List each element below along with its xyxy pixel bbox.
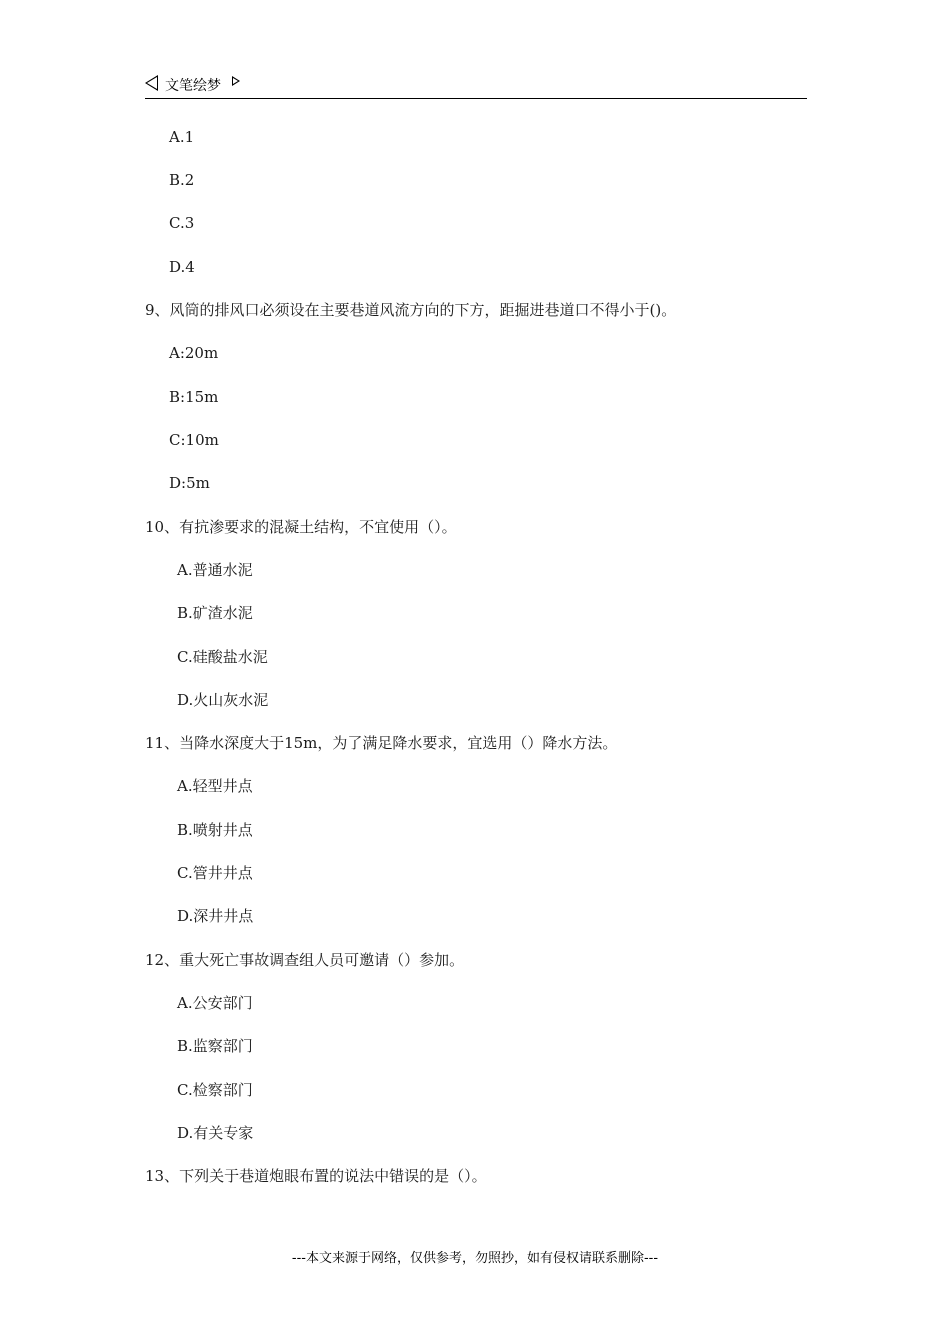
- option-8c: C.3: [169, 214, 195, 232]
- left-triangle-icon: [145, 75, 158, 91]
- option-9d: D:5m: [169, 474, 210, 492]
- option-12b: B.监察部门: [177, 1037, 253, 1055]
- option-11a: A.轻型井点: [177, 777, 253, 795]
- option-11b: B.喷射井点: [177, 821, 253, 839]
- question-11: 11、当降水深度大于15m，为了满足降水要求，宜选用（）降水方法。: [145, 734, 618, 752]
- option-10c: C.硅酸盐水泥: [177, 648, 268, 666]
- option-8b: B.2: [169, 171, 195, 189]
- question-12: 12、重大死亡事故调查组人员可邀请（）参加。: [145, 951, 465, 969]
- option-12a: A.公安部门: [177, 994, 253, 1012]
- page-footer: ---本文来源于网络，仅供参考，勿照抄，如有侵权请联系删除---: [291, 1251, 659, 1266]
- option-9b: B:15m: [169, 388, 219, 406]
- option-11c: C.管井井点: [177, 864, 253, 882]
- question-9: 9、风筒的排风口必须设在主要巷道风流方向的下方，距掘进巷道口不得小于()。: [145, 301, 677, 319]
- option-10d: D.火山灰水泥: [177, 691, 269, 709]
- option-12c: C.检察部门: [177, 1081, 253, 1099]
- question-10: 10、有抗渗要求的混凝土结构，不宜使用（）。: [145, 518, 457, 536]
- question-13: 13、下列关于巷道炮眼布置的说法中错误的是（）。: [145, 1167, 487, 1185]
- option-12d: D.有关专家: [177, 1124, 254, 1142]
- header-title: 文笔绘梦: [165, 78, 221, 94]
- option-10b: B.矿渣水泥: [177, 604, 253, 622]
- option-8d: D.4: [169, 258, 195, 276]
- option-11d: D.深井井点: [177, 907, 254, 925]
- right-triangle-icon: [232, 76, 240, 86]
- option-9c: C:10m: [169, 431, 219, 449]
- option-9a: A:20m: [169, 344, 219, 362]
- option-8a: A.1: [169, 128, 195, 146]
- page-header: [145, 73, 807, 99]
- option-10a: A.普通水泥: [177, 561, 253, 579]
